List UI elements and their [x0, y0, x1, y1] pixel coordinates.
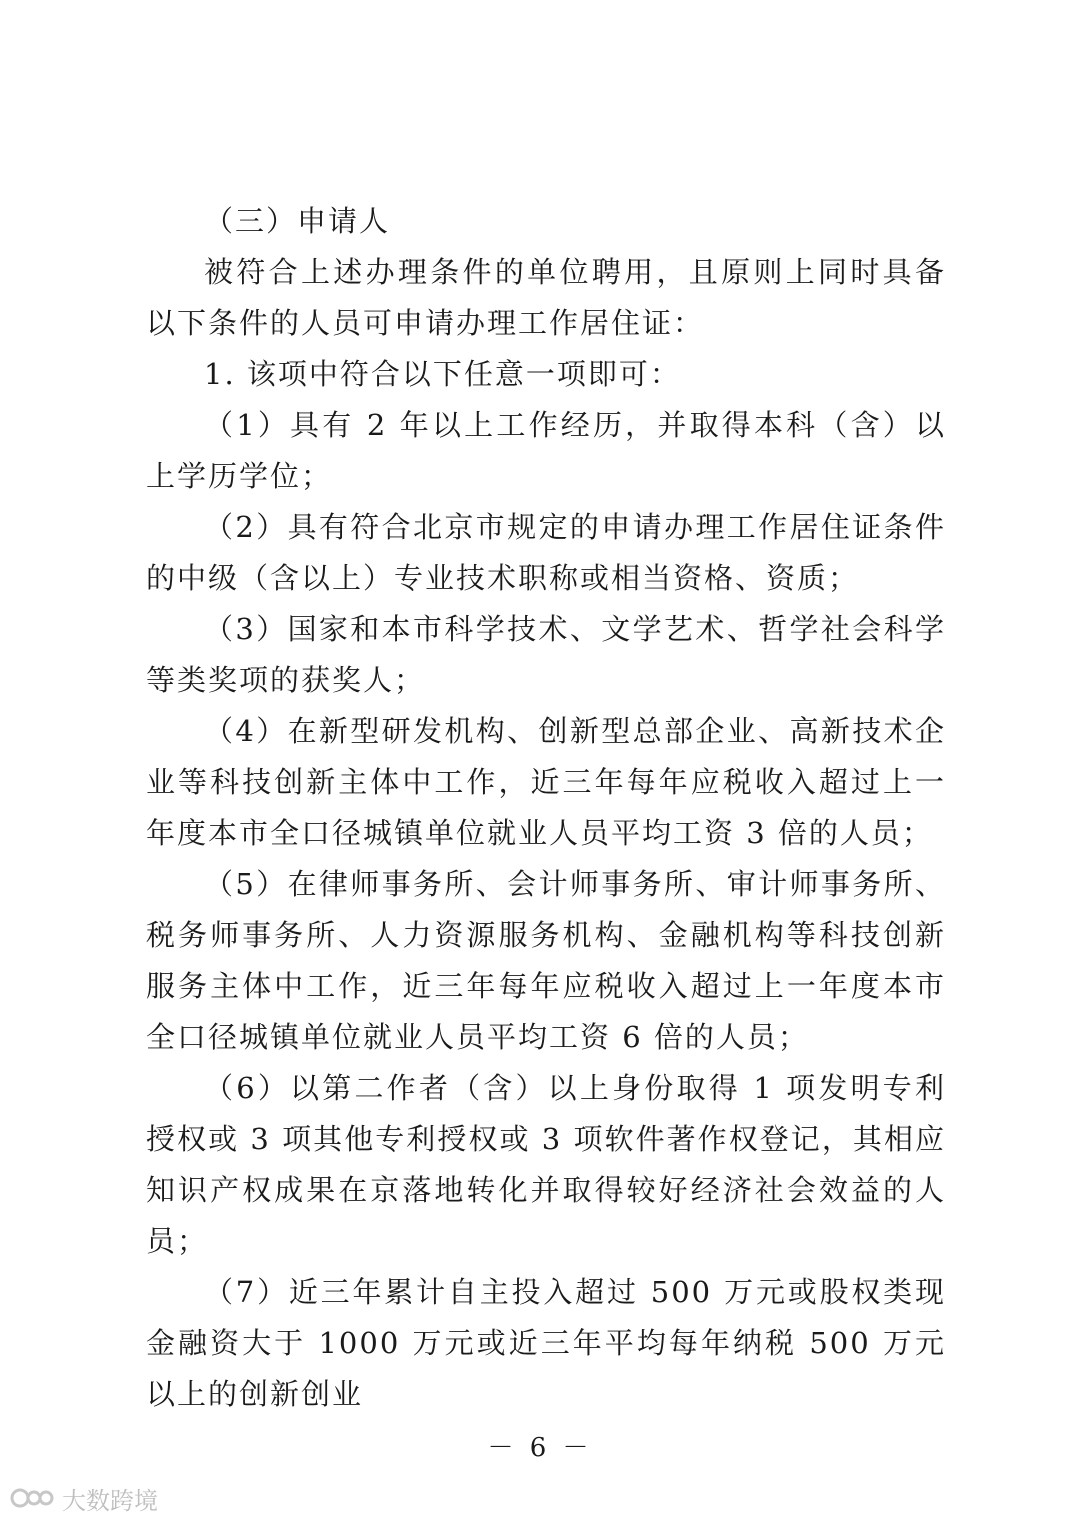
condition-6: （6）以第二作者（含）以上身份取得 1 项发明专利授权或 3 项其他专利授权或 3 项软件著作权登记，其相应知识产权成果在京落地转化并取得较好经济社会效益的人员； — [146, 1071, 946, 1258]
item-1-title: 1. 该项中符合以下任意一项即可： — [204, 357, 681, 391]
condition-2: （2）具有符合北京市规定的申请办理工作居住证条件的中级（含以上）专业技术职称或相当资格、资质； — [146, 510, 946, 595]
intro-paragraph: 被符合上述办理条件的单位聘用，且原则上同时具备以下条件的人员可申请办理工作居住证： — [146, 255, 946, 340]
watermark — [10, 1480, 158, 1516]
condition-1: （1）具有 2 年以上工作经历，并取得本科（含）以上学历学位； — [146, 408, 946, 493]
watermark-text: 大数跨境 — [62, 1486, 158, 1515]
page-number: － 6 － — [487, 1433, 593, 1463]
condition-4: （4）在新型研发机构、创新型总部企业、高新技术企业等科技创新主体中工作，近三年每年应税收入超过上一年度本市全口径城镇单位就业人员平均工资 3 倍的人员； — [146, 714, 946, 850]
brand-logo-icon — [10, 1483, 56, 1513]
condition-7: （7）近三年累计自主投入超过 500 万元或股权类现金融资大于 1000 万元或近三年平均每年纳税 500 万元以上的创新创业 — [146, 1275, 946, 1411]
document-body — [146, 196, 946, 1420]
condition-3: （3）国家和本市科学技术、文学艺术、哲学社会科学等类奖项的获奖人； — [146, 612, 946, 697]
section-heading: （三）申请人 — [204, 204, 391, 238]
condition-5: （5）在律师事务所、会计师事务所、审计师事务所、税务师事务所、人力资源服务机构、金融机构等科技创新服务主体中工作，近三年每年应税收入超过上一年度本市全口径城镇单位就业人员平均工资 6 倍的人员； — [146, 867, 946, 1054]
